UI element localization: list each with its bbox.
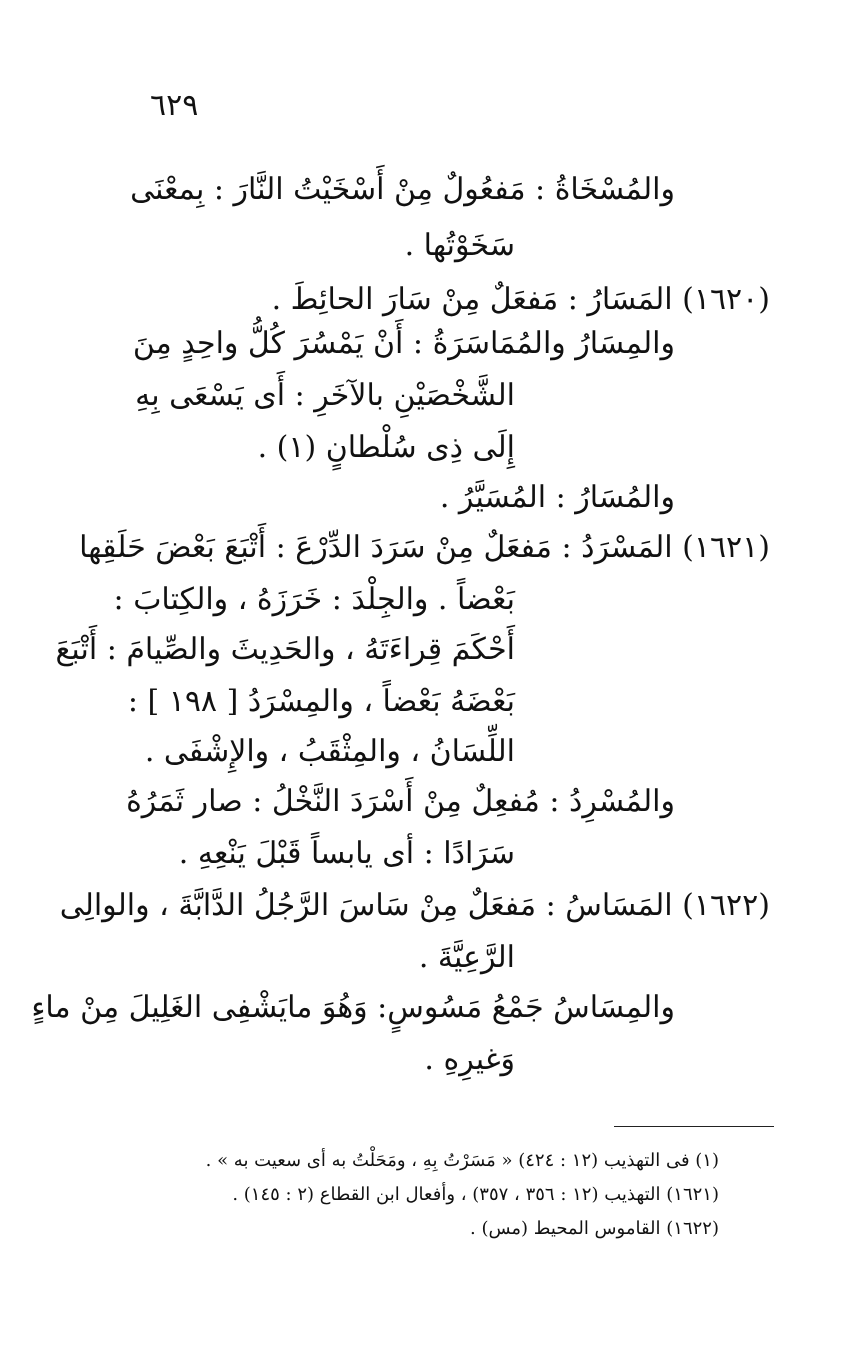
text-line: والمِسَارُ والمُمَاسَرَةُ : أَنْ يَمْسُرَ كُلُّ واحِدٍ مِنَ bbox=[132, 326, 675, 361]
page-number: ٦٢٩ bbox=[150, 88, 199, 123]
text-line: (١٦٢٢) المَسَاسُ : مَفعَلٌ مِنْ سَاسَ الرَّجُلُ الدَّابَّةَ ، والوالِى bbox=[59, 888, 770, 923]
text-line: (١٦٢٠) المَسَارُ : مَفعَلٌ مِنْ سَارَ الحائِطَ . bbox=[271, 282, 770, 317]
text-line: أَحْكَمَ قِراءَتَهُ ، والحَدِيثَ والصِّيامَ : أَتْبَعَ bbox=[55, 632, 515, 667]
text-line: سَرَادًا : أى يابساً قَبْلَ يَنْعِهِ . bbox=[178, 836, 515, 871]
text-line: والمُسْرِدُ : مُفعِلٌ مِنْ أَسْرَدَ النَّخْلُ : صار ثَمَرُهُ bbox=[126, 784, 675, 819]
text-line: بَعْضاً . والجِلْدَ : خَرَزَهُ ، والكِتابَ : bbox=[113, 582, 515, 617]
text-line: الرَّعِيَّةَ . bbox=[418, 940, 515, 975]
text-line: اللِّسَانُ ، والمِثْقَبُ ، والإِشْفَى . bbox=[144, 734, 515, 769]
text-line: والمِسَاسُ جَمْعُ مَسُوسٍ: وَهُوَ مايَشْفِى الغَلِيلَ مِنْ ماءٍ bbox=[31, 990, 675, 1025]
text-line: بَعْضَهُ بَعْضاً ، والمِسْرَدُ [ ١٩٨ ] : bbox=[127, 684, 515, 719]
text-line: سَخَوْتُها . bbox=[404, 228, 515, 263]
footnote-divider bbox=[614, 1126, 774, 1127]
text-line: (١٦٢١) المَسْرَدُ : مَفعَلٌ مِنْ سَرَدَ الدِّرْعَ : أَتْبَعَ بَعْضَ حَلَقِها bbox=[79, 530, 770, 565]
footnote: (١) فى التهذيب (١٢ : ٤٢٤) « مَسَرْتُ بِهِ ، ومَحَلْتُ به أى سعيت به » . bbox=[205, 1150, 719, 1171]
text-line: وَغيرِهِ . bbox=[424, 1042, 515, 1077]
text-line: والمُسْخَاةُ : مَفعُولٌ مِنْ أَسْخَيْتُ النَّارَ : بِمعْنَى bbox=[130, 172, 675, 207]
text-line: الشَّخْصَيْنِ بالآخَرِ : أَى يَسْعَى بِهِ bbox=[135, 378, 515, 413]
footnote: (١٦٢١) التهذيب (١٢ : ٣٥٦ ، ٣٥٧) ، وأفعال ابن القطاع (٢ : ١٤٥) . bbox=[232, 1184, 719, 1205]
footnote: (١٦٢٢) القاموس المحيط (مس) . bbox=[470, 1218, 719, 1239]
text-line: إِلَى ذِى سُلْطانٍ (١) . bbox=[257, 430, 515, 465]
text-line: والمُسَارُ : المُسَيَّرُ . bbox=[439, 480, 675, 515]
